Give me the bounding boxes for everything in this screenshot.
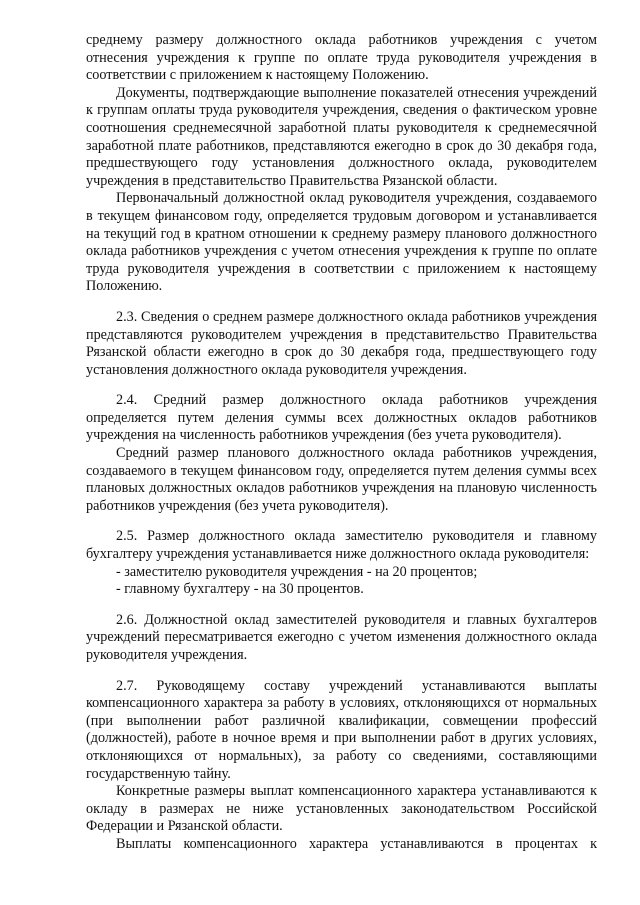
document-page	[86, 32, 597, 854]
paragraph-2-4: 2.4. Средний размер должностного оклада работников учреждения определяется путем деления суммы всех должностных окладов работников учреждения на численность работников учреждения (без учета руководителя).	[86, 392, 597, 444]
paragraph-1: среднему размеру должностного оклада работников учреждения с учетом отнесения учреждения к группе по оплате труда руководителя учреждения в соответствии с приложением к настоящему Положению.	[86, 32, 597, 84]
paragraph-2-6: 2.6. Должностной оклад заместителей руководителя и главных бухгалтеров учреждений пересматривается ежегодно с учетом изменения должностного оклада руководителя учреждения.	[86, 611, 597, 663]
list-item-accountant: - главному бухгалтеру - на 30 процентов.	[116, 581, 364, 598]
paragraph-2-4-planned: Средний размер планового должностного оклада работников учреждения, создаваемого в текущем финансовом году, определяется путем деления суммы всех плановых должностных окладов работников учреждения на плановую численность работников учреждения (без учета руководителя).	[86, 445, 597, 514]
paragraph-2-7: 2.7. Руководящему составу учреждений устанавливаются выплаты компенсационного характера за работу в условиях, отклоняющихся от нормальных (при выполнении работ различной квалификации, совмещении профессий (должностей), работе в ночное время и при выполнении работ в других условиях, отклоняющихся от нормальных), за работу со сведениями, составляющими государственную тайну.	[86, 677, 597, 782]
paragraph-2-3: 2.3. Сведения о среднем размере должностного оклада работников учреждения представляются руководителем учреждения в представительство Правительства Рязанской области ежегодно в срок до 30 декабря года, предшествующего году установления должностного оклада руководителя учреждения.	[86, 308, 597, 378]
paragraph-compensation-amounts: Конкретные размеры выплат компенсационного характера устанавливаются к окладу в размерах не ниже установленных законодательством Российской Федерации и Рязанской области.	[86, 783, 597, 835]
list-item-deputy: - заместителю руководителя учреждения - на 20 процентов;	[116, 563, 478, 580]
paragraph-2: Документы, подтверждающие выполнение показателей отнесения учреждений к группам оплаты труда руководителя учреждения, сведения о фактическом уровне соотношения среднемесячной заработной платы руководителя к среднемесячной заработной плате работников, представляются ежегодно в срок до 30 декабря года, предшествующего году установления должностного оклада, руководителем учреждения в представительство Правительства Рязанской области.	[86, 84, 597, 189]
paragraph-3: Первоначальный должностной оклад руководителя учреждения, создаваемого в текущем финансовом году, определяется трудовым договором и устанавливается на текущий год в кратном отношении к среднему размеру планового должностного оклада работников учреждения с учетом отнесения учреждения к группе по оплате труда руководителя учреждения в соответствии с приложением к настоящему Положению.	[86, 190, 597, 295]
paragraph-compensation-percent: Выплаты компенсационного характера устанавливаются в процентах к	[116, 835, 597, 852]
paragraph-2-5: 2.5. Размер должностного оклада заместителю руководителя и главному бухгалтеру учреждения устанавливается ниже должностного оклада руководителя:	[86, 528, 597, 563]
